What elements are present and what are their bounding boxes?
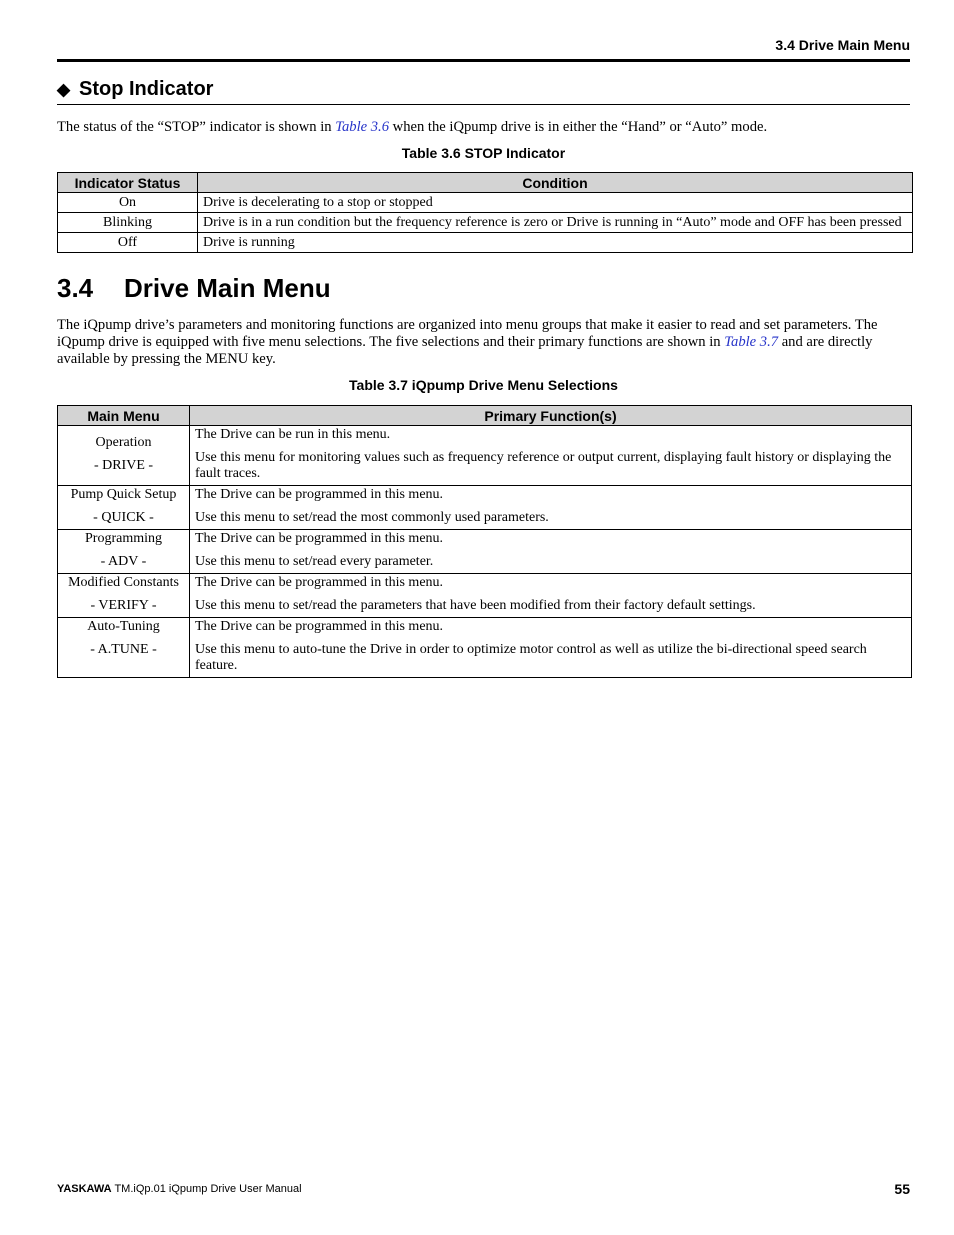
menu-name: Auto-Tuning (87, 619, 160, 634)
paragraph-text: The iQpump drive’s parameters and monitoring functions are organized into menu groups that make it easier to read and set parameters. The iQpump drive is equipped with five menu selections. The five selections and their primary functions are shown in (57, 317, 878, 350)
primary-function-cell (190, 530, 912, 574)
table-header-row (58, 173, 913, 193)
menu-name: Programming (85, 531, 162, 546)
menu-code: - ADV - (100, 554, 147, 569)
table-row (58, 574, 912, 618)
table-3-7-link[interactable]: Table 3.7 (724, 334, 779, 350)
main-menu-cell (58, 574, 190, 618)
section-number: 3.4 (57, 273, 94, 303)
subsection-heading (57, 78, 910, 105)
table-3-7-caption: Table 3.7 iQpump Drive Menu Selections (349, 377, 618, 393)
section-heading (57, 273, 331, 304)
table-header-row (58, 406, 912, 426)
condition-cell: Drive is decelerating to a stop or stopped (198, 193, 913, 213)
condition-cell: Drive is in a run condition but the frequency reference is zero or Drive is running in “Auto” mode and OFF has been pressed (198, 213, 913, 233)
primary-function-cell (190, 426, 912, 486)
diamond-bullet-icon: ◆ (57, 80, 71, 99)
menu-intro-paragraph (57, 317, 910, 368)
column-header-indicator-status: Indicator Status (58, 173, 198, 193)
header-rule (57, 59, 910, 62)
paragraph-text: when the iQpump drive is in either the “Hand” or “Auto” mode. (389, 119, 768, 135)
table-row (58, 530, 912, 574)
condition-cell: Drive is running (198, 233, 913, 253)
menu-code: - A.TUNE - (90, 642, 157, 657)
subsection-title: Stop Indicator (79, 78, 214, 100)
indicator-status-cell: Off (58, 233, 198, 253)
stop-intro-paragraph (57, 119, 910, 136)
menu-name: Operation (95, 435, 152, 450)
footer-manual-name: TM.iQp.01 iQpump Drive User Manual (111, 1183, 302, 1195)
stop-indicator-table (57, 172, 913, 253)
paragraph-text: The status of the “STOP” indicator is shown in (57, 119, 336, 135)
column-header-primary-functions: Primary Function(s) (190, 406, 912, 426)
function-line-1: The Drive can be programmed in this menu. (195, 619, 444, 634)
function-line-2: Use this menu to set/read every parameter. (195, 554, 434, 569)
paragraph-text: and are directly available by pressing the MENU key. (57, 334, 873, 367)
footer-brand: YASKAWA (57, 1183, 112, 1195)
table-row (58, 213, 913, 233)
primary-function-cell (190, 618, 912, 678)
menu-code: - VERIFY - (90, 598, 157, 613)
page-number: 55 (894, 1181, 910, 1197)
function-line-1: The Drive can be programmed in this menu. (195, 575, 444, 590)
function-line-2: Use this menu to set/read the most commonly used parameters. (195, 510, 549, 525)
main-menu-cell (58, 618, 190, 678)
function-line-2: Use this menu for monitoring values such as frequency reference or output current, displaying fault history or displaying the fault traces. (195, 450, 892, 481)
primary-function-cell (190, 486, 912, 530)
table-3-6-link[interactable]: Table 3.6 (335, 119, 389, 135)
section-title: Drive Main Menu (124, 273, 331, 303)
column-header-main-menu: Main Menu (58, 406, 190, 426)
table-row (58, 486, 912, 530)
menu-code: - QUICK - (93, 510, 154, 525)
function-line-1: The Drive can be programmed in this menu. (195, 531, 444, 546)
table-3-6-caption: Table 3.6 STOP Indicator (401, 145, 566, 161)
main-menu-cell (58, 530, 190, 574)
footer-manual-title (57, 1183, 302, 1195)
function-line-1: The Drive can be run in this menu. (195, 427, 391, 442)
indicator-status-cell: On (58, 193, 198, 213)
primary-function-cell (190, 574, 912, 618)
table-row (58, 193, 913, 213)
drive-menu-selections-table (57, 405, 912, 678)
running-header: 3.4 Drive Main Menu (775, 37, 910, 53)
table-row (58, 233, 913, 253)
menu-code: - DRIVE - (93, 458, 154, 473)
function-line-2: Use this menu to auto-tune the Drive in order to optimize motor control as well as utilize the bi-directional speed search feature. (195, 642, 867, 673)
main-menu-cell (58, 486, 190, 530)
menu-name: Modified Constants (68, 575, 179, 590)
table-row (58, 426, 912, 486)
table-row (58, 618, 912, 678)
menu-name: Pump Quick Setup (70, 487, 177, 502)
function-line-1: The Drive can be programmed in this menu. (195, 487, 444, 502)
main-menu-cell (58, 426, 190, 486)
column-header-condition: Condition (198, 173, 913, 193)
function-line-2: Use this menu to set/read the parameters that have been modified from their factory default settings. (195, 598, 756, 613)
indicator-status-cell: Blinking (58, 213, 198, 233)
